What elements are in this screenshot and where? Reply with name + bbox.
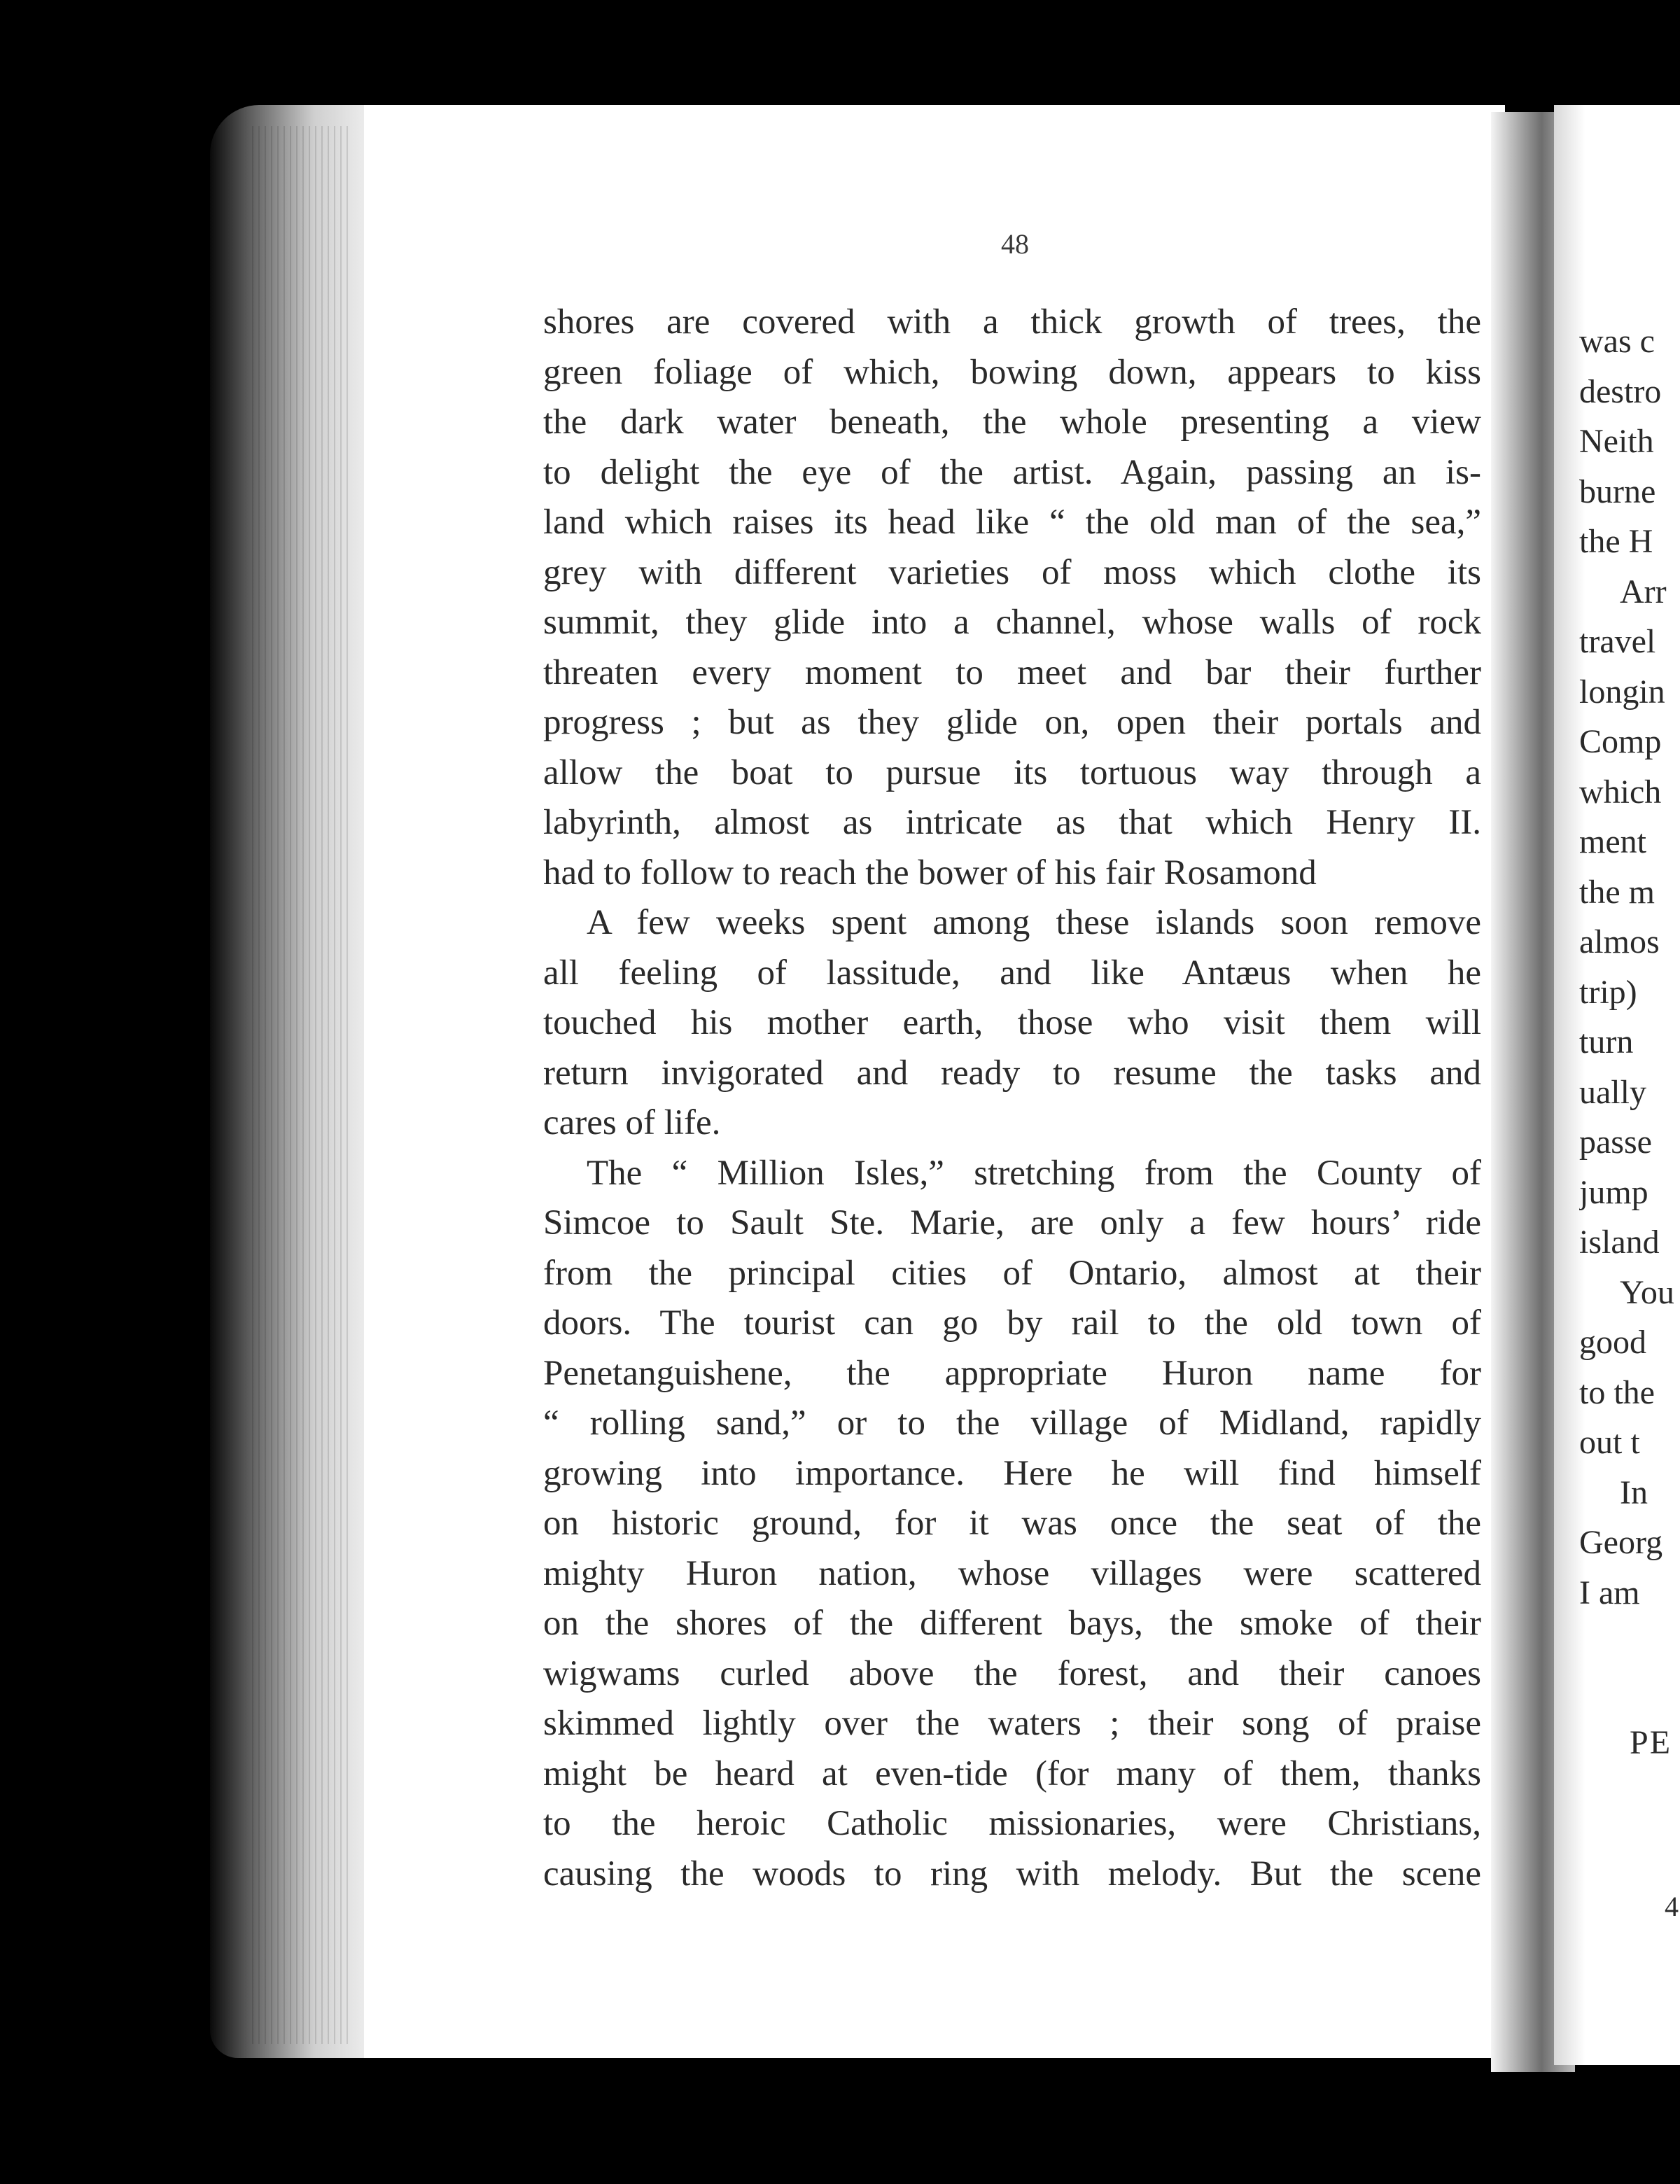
text-line: Simcoe to Sault Ste. Marie, are only a few hours’ ride — [543, 1203, 1481, 1242]
page-edges — [252, 126, 350, 2044]
text-line: doors. The tourist can go by rail to the old town of — [543, 1303, 1481, 1343]
text-line — [1579, 1618, 1680, 1668]
text-line: ment — [1579, 823, 1646, 860]
text-line: travel — [1579, 623, 1656, 660]
text-line: skimmed lightly over the waters ; their song of praise — [543, 1704, 1481, 1743]
text-line: return invigorated and ready to resume the tasks and — [543, 1053, 1481, 1093]
text-line: touched his mother earth, those who visit them will — [543, 1003, 1481, 1042]
text-line: to the — [1579, 1373, 1655, 1411]
text-line: all feeling of lassitude, and like Antæus when he — [543, 953, 1481, 993]
text-line: to delight the eye of the artist. Again, passing an is- — [543, 452, 1481, 492]
text-line: allow the boat to pursue its tortuous way through a — [543, 752, 1481, 792]
text-line: shores are covered with a thick growth of trees, the — [543, 302, 1481, 342]
text-line: might be heard at even-tide (for many of them, thanks — [543, 1754, 1481, 1793]
text-line: A few weeks spent among these islands soon remove — [587, 903, 1481, 942]
text-line: labyrinth, almost as intricate as that which Henry II. — [543, 803, 1481, 842]
text-line: You — [1620, 1273, 1674, 1311]
text-line: cares of life. — [543, 1103, 721, 1142]
right-page-text — [1579, 316, 1680, 1768]
text-line: from the principal cities of Ontario, almost at their — [543, 1253, 1481, 1293]
text-line: Penetanguishene, the appropriate Huron name for — [543, 1353, 1481, 1393]
text-line: threaten every moment to meet and bar their further — [543, 652, 1481, 692]
text-line: summit, they glide into a channel, whose walls of rock — [543, 603, 1481, 642]
text-line: In — [1620, 1474, 1648, 1511]
text-line: to the heroic Catholic missionaries, were Christians, — [543, 1804, 1481, 1843]
text-line: mighty Huron nation, whose villages were scattered — [543, 1553, 1481, 1593]
left-page-text — [543, 298, 1481, 1899]
text-line: destro — [1579, 372, 1662, 410]
text-line: land which raises its head like “ the old man of the sea,” — [543, 503, 1481, 542]
text-line: on the shores of the different bays, the smoke of their — [543, 1604, 1481, 1643]
text-line: Neith — [1579, 423, 1654, 460]
text-line: progress ; but as they glide on, open their portals and — [543, 703, 1481, 742]
right-page-number: 4 — [1665, 1891, 1679, 1922]
text-line: had to follow to reach the bower of his fair Rosamond — [543, 853, 1317, 892]
text-line: turn — [1579, 1023, 1634, 1060]
text-line: longin — [1579, 673, 1665, 710]
text-line: Arr — [1620, 573, 1667, 610]
text-line: was c — [1579, 323, 1655, 360]
text-line: green foliage of which, bowing down, appears to kiss — [543, 352, 1481, 392]
text-line: passe — [1579, 1124, 1652, 1161]
text-line: “ rolling sand,” or to the village of Midland, rapidly — [543, 1404, 1481, 1443]
page-number: 48 — [1001, 228, 1029, 260]
text-line: Comp — [1579, 723, 1662, 760]
text-line: I am — [1579, 1574, 1640, 1611]
text-line: trip) — [1579, 973, 1637, 1011]
text-line: which — [1579, 773, 1662, 811]
text-line: the H — [1579, 523, 1653, 560]
text-line: burne — [1579, 472, 1656, 510]
text-line: Georg — [1579, 1524, 1663, 1561]
text-line: grey with different varieties of moss which clothe its — [543, 552, 1481, 592]
text-line: The “ Million Isles,” stretching from the County of — [587, 1153, 1481, 1193]
text-line: wigwams curled above the forest, and their canoes — [543, 1653, 1481, 1693]
text-line — [1579, 1668, 1680, 1718]
text-line: PE — [1630, 1724, 1672, 1761]
text-line: out t — [1579, 1424, 1640, 1461]
text-line: island — [1579, 1224, 1660, 1261]
text-line: the m — [1579, 873, 1655, 911]
text-line: on historic ground, for it was once the seat of the — [543, 1504, 1481, 1543]
text-line: almos — [1579, 923, 1660, 960]
text-line: ually — [1579, 1073, 1646, 1111]
text-line: causing the woods to ring with melody. But the scene — [543, 1854, 1481, 1893]
text-line: good — [1579, 1324, 1646, 1361]
text-line: jump — [1579, 1173, 1648, 1211]
text-line: the dark water beneath, the whole presenting a view — [543, 402, 1481, 442]
text-line: growing into importance. Here he will find himself — [543, 1453, 1481, 1493]
